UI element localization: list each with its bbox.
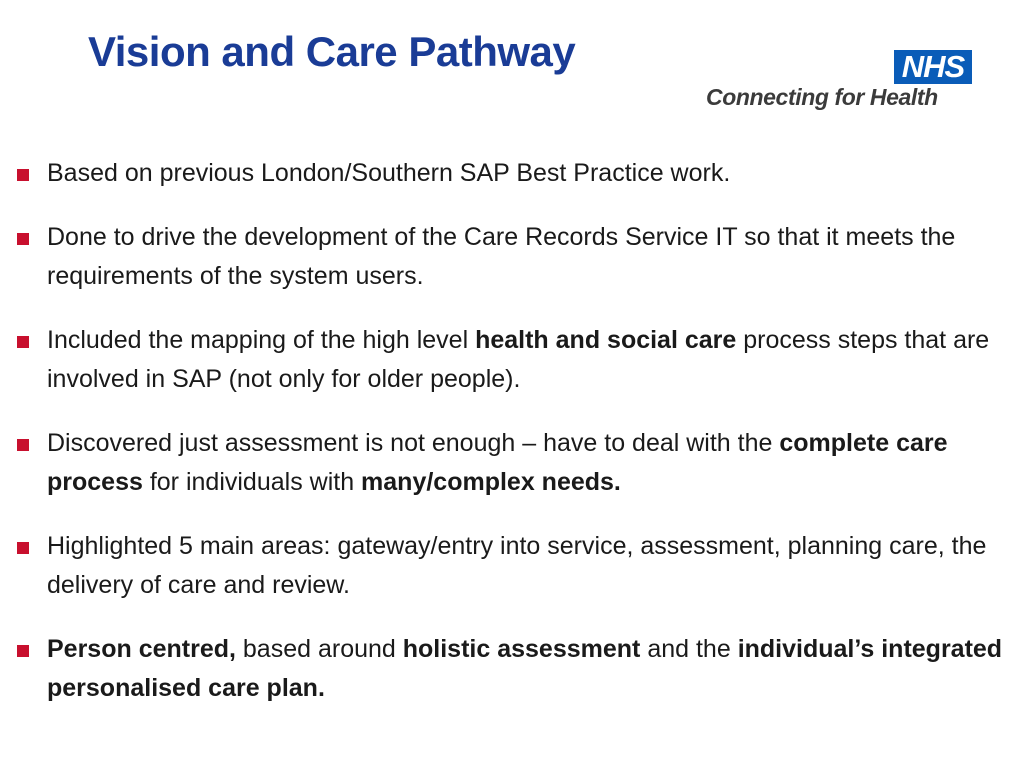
bullet-emphasis: holistic assessment	[402, 635, 641, 663]
bullet-item	[14, 218, 1018, 296]
bullet-item	[14, 424, 1018, 502]
bullet-item	[14, 321, 1018, 399]
bullet-text: and the	[640, 635, 738, 663]
bullet-emphasis: many/complex needs.	[361, 468, 621, 496]
bullet-text: Based on previous London/Southern SAP Best Practice work.	[47, 159, 731, 187]
bullet-text: Included the mapping of the high level	[47, 326, 476, 354]
bullet-item	[14, 630, 1018, 708]
bullet-text: Discovered just assessment is not enough – have to deal with the	[47, 429, 780, 457]
bullet-item	[14, 154, 1018, 193]
square-bullet-icon	[17, 542, 29, 554]
bullet-list	[14, 154, 1018, 733]
slide-title: Vision and Care Pathway	[88, 28, 576, 75]
bullet-emphasis: complete care process	[47, 429, 948, 496]
logo-tagline: Connecting for Health	[706, 84, 938, 110]
square-bullet-icon	[17, 169, 29, 181]
bullet-text: Done to drive the development of the Care Records Service IT so that it meets the requirements of the system users.	[47, 223, 956, 290]
square-bullet-icon	[17, 336, 29, 348]
bullet-emphasis: Person centred,	[47, 635, 236, 663]
square-bullet-icon	[17, 233, 29, 245]
square-bullet-icon	[17, 439, 29, 451]
bullet-emphasis: health and social care	[475, 326, 737, 354]
bullet-item	[14, 527, 1018, 605]
nhs-connecting-for-health-logo	[706, 50, 978, 116]
bullet-text: for individuals with	[142, 468, 362, 496]
nhs-logo-badge: NHS	[894, 50, 972, 84]
bullet-text: process steps that are involved in SAP (not only for older people).	[47, 326, 990, 393]
bullet-text: based around	[235, 635, 403, 663]
square-bullet-icon	[17, 645, 29, 657]
bullet-text: Highlighted 5 main areas: gateway/entry into service, assessment, planning care, the delivery of care and review.	[47, 532, 987, 599]
bullet-emphasis: individual’s integrated personalised care plan.	[47, 635, 1003, 702]
